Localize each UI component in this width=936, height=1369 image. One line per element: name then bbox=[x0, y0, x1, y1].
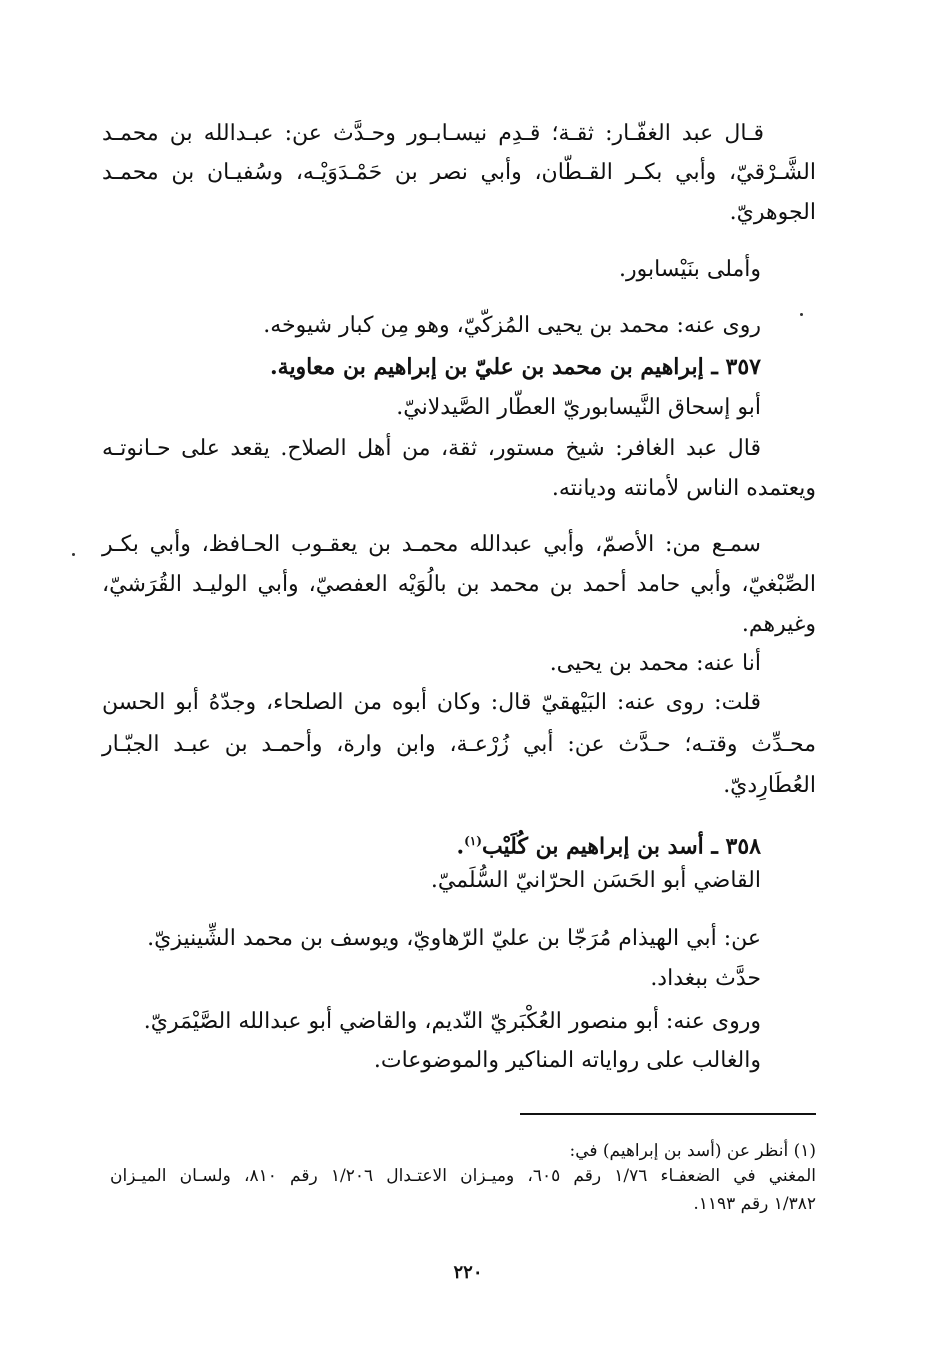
text-line: أنا عنه: محمد بن يحيى. bbox=[549, 651, 761, 676]
entry-heading bbox=[456, 826, 761, 861]
text-line: العُطَارِديّ. bbox=[723, 773, 816, 798]
text-line: عن: أبي الهيذام مُرَجّا بن عليّ الرّهاويّ، ويوسف بن محمد الشِّينيزيّ. bbox=[147, 926, 761, 951]
heading-period: . bbox=[456, 833, 465, 860]
text-line: والغالب على رواياته المناكير والموضوعات. bbox=[373, 1048, 761, 1073]
footnote-line: (١) أنظر عن (أسد بن إبراهيم) في: bbox=[569, 1141, 816, 1161]
footnote-line: ١/٣٨٢ رقم ١١٩٣. bbox=[693, 1194, 816, 1214]
text-line: الصِّبْغيّ، وأبي حامد أحمد بن محمد بن بالُوَيْه العفصيّ، وأبي الوليـد القُرَشيّ، bbox=[102, 572, 816, 597]
text-line: قـال عبد الغفّـار: ثقـة؛ قـدِم نيسـابـور وحـدَّث عن: عبـدالله بن محمـد bbox=[102, 121, 764, 146]
text-line: محـدِّث وقتـه؛ حـدَّث عن: أبي زُرْعـة، وابن وارة، وأحمـد بن عبـد الجبّـار bbox=[102, 732, 816, 757]
footnote-divider bbox=[520, 1113, 816, 1115]
text-line: الشَّـرْقيّ، وأبي بكـر القـطّان، وأبي نصر بن حَمْـدَوَيْـه، وسُفيـان بن محمـد bbox=[102, 160, 816, 185]
speck bbox=[72, 553, 75, 556]
text-line: قلت: روى عنه: البَيْهقيّ قال: وكان أبوه من الصلحاء، وجدّهُ أبو الحسن bbox=[102, 690, 761, 715]
text-line: القاضي أبو الحَسَن الحرّانيّ السُّلَميّ. bbox=[430, 868, 761, 893]
text-line: سمـع من: الأصمّ، وأبي عبدالله محمـد بن يعقـوب الحـافظ، وأبي بكـر bbox=[102, 532, 761, 557]
speck bbox=[800, 313, 803, 316]
footnote-line: المغني في الضعفـاء ١/٧٦ رقم ٦٠٥، وميـزان الاعتـدال ١/٢٠٦ رقم ٨١٠، ولسـان الميـزان bbox=[110, 1166, 816, 1186]
entry-heading-text: ٣٥٨ ـ أسد بن إبراهيم بن كُلَيْب bbox=[481, 833, 761, 860]
text-line: حدَّث ببغداد. bbox=[650, 966, 761, 991]
text-line: وأملى بنَيْسابور. bbox=[619, 257, 761, 282]
text-line: روى عنه: محمد بن يحيى المُزكّيّ، وهو مِن كبار شيوخه. bbox=[263, 313, 761, 338]
entry-heading: ٣٥٧ ـ إبراهيم بن محمد بن عليّ بن إبراهيم بن معاوية. bbox=[269, 354, 761, 380]
text-line: ويعتمده الناس لأمانته وديانته. bbox=[551, 476, 816, 501]
page-number: ٢٢٠ bbox=[453, 1262, 483, 1283]
text-line: وروى عنه: أبو منصور العُكْبَريّ النّديم، والقاضي أبو عبدالله الصَّيْمَريّ. bbox=[143, 1009, 761, 1034]
text-line: أبو إسحاق النَّيسابوريّ العطّار الصَّيدلانيّ. bbox=[396, 395, 761, 420]
text-line: قال عبد الغافر: شيخ مستور، ثقة، من أهل الصلاح. يقعد على حـانوتـه bbox=[102, 436, 761, 461]
footnote-marker: (١) bbox=[464, 834, 482, 848]
text-line: وغيرهم. bbox=[741, 612, 816, 637]
text-line: الجوهريّ. bbox=[729, 200, 816, 225]
